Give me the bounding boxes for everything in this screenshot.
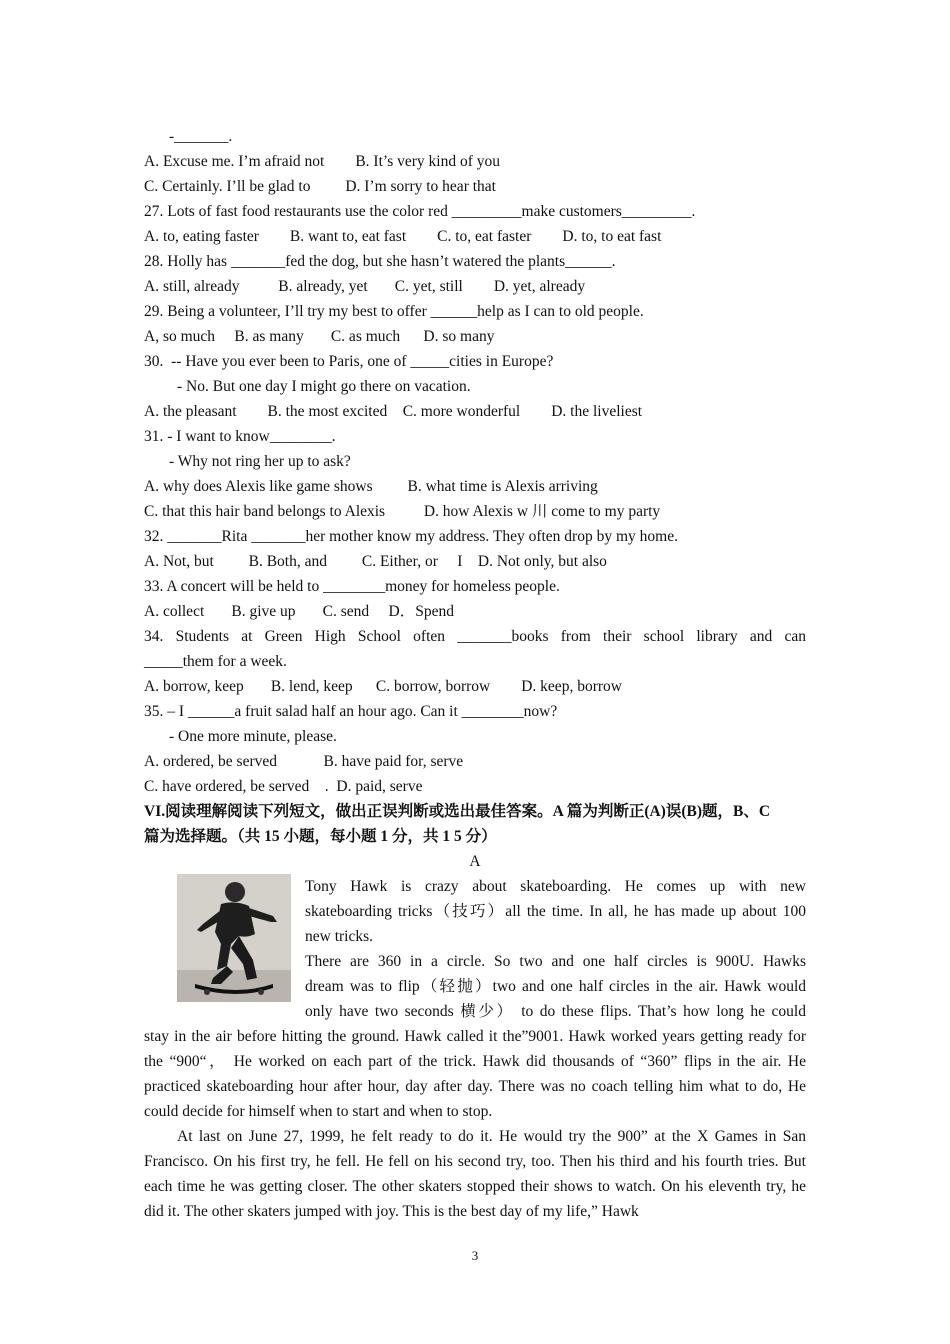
question-line: A. to, eating faster B. want to, eat fast C. to, eat faster D. to, to eat fast [144, 228, 662, 245]
document-page [144, 124, 806, 1224]
question-line: - No. But one day I might go there on vacation. [177, 378, 471, 395]
question-line: - One more minute, please. [169, 728, 337, 745]
wrapped-line: new tricks. [305, 928, 374, 945]
wrapped-text-block [305, 874, 806, 1024]
question-line: A. why does Alexis like game shows B. what time is Alexis arriving [144, 478, 598, 495]
section-heading-line2: 篇为选择题。（共 15 小题，每小题 1 分，共 1 5 分） [144, 828, 497, 845]
question-line: A. Excuse me. I’m afraid not B. It’s very kind of you [144, 153, 500, 170]
question-line: C. Certainly. I’ll be glad to D. I’m sorry to hear that [144, 178, 496, 195]
wrapped-line: only have two seconds 横少） to do these flips. That’s how long he could [305, 1003, 806, 1020]
page-number: 3 [471, 1248, 479, 1263]
paragraph-1-continued: stay in the air before hitting the ground. Hawk called it the”9001. Hawk worked years getting ready for the “900“， He worked on each part of the trick. Hawk did thousands of “360” flips in the air. He practiced skateboarding hour after hour, day after day. There was no coach telling him what to do, He could decide for himself when to start and when to stop. [144, 1028, 806, 1120]
question-line: 33. A concert will be held to ________money for homeless people. [144, 578, 560, 595]
wrapped-line: Tony Hawk is crazy about skateboarding. He comes up with new [305, 878, 806, 895]
question-line: - Why not ring her up to ask? [169, 453, 351, 470]
question-line: A, so much B. as many C. as much D. so many [144, 328, 495, 345]
question-line: A. Not, but B. Both, and C. Either, or I D. Not only, but also [144, 553, 607, 570]
section-heading-line1: VI.阅读理解阅读下列短文，做出正误判断或选出最佳答案。A 篇为判断正(A)误(B)题，B、C [144, 803, 771, 820]
question-line: A. ordered, be served B. have paid for, serve [144, 753, 464, 770]
wrapped-line: skateboarding tricks（技巧）all the time. In all, he has made up about 100 [305, 903, 806, 920]
passage-label: A [469, 853, 481, 870]
question-line: 35. – I ______a fruit salad half an hour ago. Can it ________now? [144, 703, 558, 720]
question-line: 30. -- Have you ever been to Paris, one of _____cities in Europe? [144, 353, 554, 370]
question-line: A. borrow, keep B. lend, keep C. borrow, borrow D. keep, borrow [144, 678, 622, 695]
section-heading [144, 799, 806, 849]
question-line: 27. Lots of fast food restaurants use the color red _________make customers_________. [144, 203, 696, 220]
question-line: 34. Students at Green High School often _______books from their school library and can [144, 628, 806, 645]
skateboarder-icon [177, 874, 291, 1002]
question-line: -_______. [169, 128, 233, 145]
paragraph-2: At last on June 27, 1999, he felt ready to do it. He would try the 900” at the X Games in San Francisco. On his first try, he fell. He fell on his second try, too. Then his third and his fourth tries. But each time he was getting closer. The other skaters stopped their shows to watch. On his eleventh try, he did it. The other skaters jumped with joy. This is the best day of my life,” Hawk [144, 1128, 806, 1220]
question-line: C. that this hair band belongs to Alexis D. how Alexis w 川 come to my party [144, 503, 661, 520]
wrapped-line: There are 360 in a circle. So two and one half circles is 900U. Hawks [305, 953, 806, 970]
wrapped-line: dream was to flip（轻抛）two and one half circles in the air. Hawk would [305, 978, 806, 995]
question-line: A. collect B. give up C. send D．Spend [144, 603, 454, 620]
question-line: 32. _______Rita _______her mother know my address. They often drop by my home. [144, 528, 678, 545]
question-line: 29. Being a volunteer, I’ll try my best to offer ______help as I can to old people. [144, 303, 644, 320]
skateboarder-photo [177, 874, 291, 1002]
question-line: C. have ordered, be served . D. paid, serve [144, 778, 423, 795]
question-lines [144, 124, 806, 799]
question-line: A. the pleasant B. the most excited C. more wonderful D. the liveliest [144, 403, 643, 420]
question-line: 31. - I want to know________. [144, 428, 336, 445]
reading-passage [144, 874, 806, 1224]
question-line: 28. Holly has _______fed the dog, but she hasn’t watered the plants______. [144, 253, 616, 270]
question-line: _____them for a week. [144, 653, 287, 670]
question-line: A. still, already B. already, yet C. yet, still D. yet, already [144, 278, 586, 295]
